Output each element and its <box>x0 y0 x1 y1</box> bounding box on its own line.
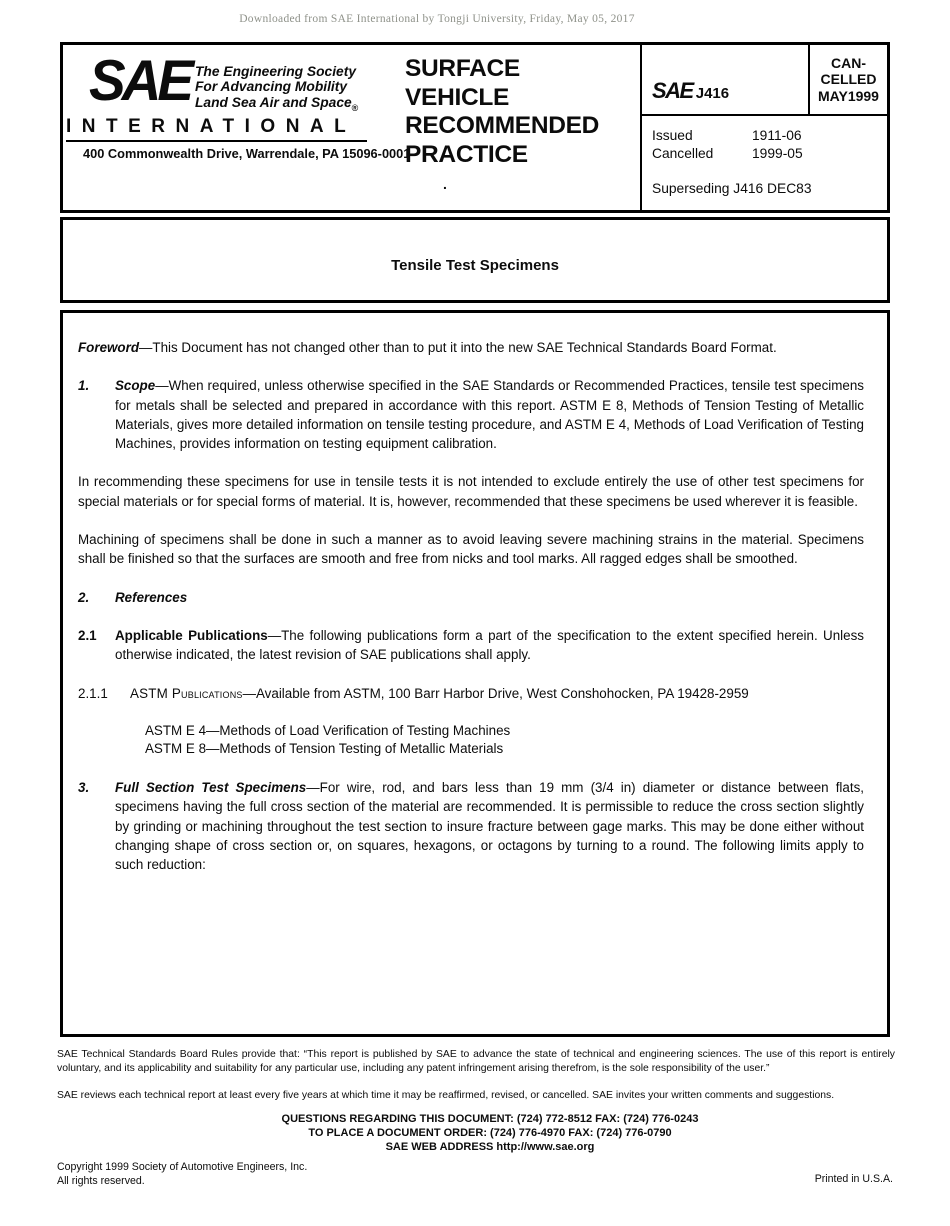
section-1-scope: 1. Scope—When required, unless otherwise specified in the SAE Standards or Recommended Practices, tensile test specimens for metals shall be selected and prepared in accordance with this report. ASTM E 8, Methods of Tension Testing of Metallic Materials, gives more detailed information on tensile testing procedure, and ASTM E 4, Methods of Load Verification of Testing Machines, provides information on testing equipment calibration. <box>78 376 864 453</box>
scan-artifact-dot: . <box>443 176 447 192</box>
document-number: J416 <box>695 85 730 102</box>
sae-logo: SAE <box>89 47 191 113</box>
tagline-line-1: The Engineering Society <box>195 64 356 79</box>
tagline-line-2: For Advancing Mobility <box>195 79 348 95</box>
printed-in-usa-label: Printed in U.S.A. <box>814 1173 893 1185</box>
status-cell: CAN- CELLED MAY1999 <box>810 45 887 116</box>
section-3-full-section-test-specimens: 3. Full Section Test Specimens—For wire, rod, and bars less than 19 mm (3/4 in) diameter or distance between flats, specimens having the full cross section of the material are recommended. It is permissible to reduce the cross section slightly by grinding or machining throughout the test section to insure fracture between gage marks. This may be done either without changing shape of cross section or, on squares, hexagons, or octagons by turning to a round. The following limits apply to such reduction: <box>78 778 864 874</box>
document-type-heading: SURFACE VEHICLE RECOMMENDED PRACTICE <box>405 55 600 168</box>
sae-mark-small: SAE <box>652 78 693 103</box>
section-2-lead: References <box>115 589 188 605</box>
publisher-address: 400 Commonwealth Drive, Warrendale, PA 15096-0001 <box>83 146 411 161</box>
section-3-number: 3. <box>78 780 90 796</box>
logo-divider-rule <box>66 140 367 142</box>
review-policy-notice: SAE reviews each technical report at least every five years at which time it may be reaffirmed, revised, or cancelled. SAE invites your written comments and suggestions. <box>57 1090 835 1101</box>
registered-mark: ® <box>351 102 359 113</box>
international-wordmark: INTERNATIONAL <box>66 116 357 137</box>
issued-label: Issued <box>652 128 693 143</box>
standards-board-rules-notice: SAE Technical Standards Board Rules provide that: “This report is published by SAE to advance the state of technical and engineering sciences. The use of this report is entirely voluntary, and its applicability and suitability for any particular use, including any patent infringement arising therefrom, is the sole responsibility of the user.” <box>57 1049 895 1074</box>
document-title: Tensile Test Specimens <box>391 256 559 274</box>
section-2-1-applicable-publications: 2.1 Applicable Publications—The following publications form a part of the specification to the extent specified herein. Unless otherwise indicated, the latest revision of SAE publications shall apply. <box>78 626 864 665</box>
order-phone-line: TO PLACE A DOCUMENT ORDER: (724) 776-4970 FAX: (724) 776-0790 <box>308 1127 672 1140</box>
foreword-paragraph: Foreword—This Document has not changed other than to put it into the new SAE Technical Standards Board Format. <box>78 340 777 355</box>
section-1-number: 1. <box>78 378 90 394</box>
section-2-1-number: 2.1 <box>78 627 97 643</box>
astm-reference-item: ASTM E 8—Methods of Tension Testing of Metallic Materials <box>145 741 504 757</box>
cancelled-date: 1999-05 <box>752 146 803 161</box>
document-code-cell <box>642 45 810 116</box>
section-2-1-1-number: 2.1.1 <box>78 685 108 701</box>
section-2-1-1-lead: ASTM Publications <box>130 685 243 701</box>
questions-phone-line: QUESTIONS REGARDING THIS DOCUMENT: (724) 772-8512 FAX: (724) 776-0243 <box>281 1113 699 1125</box>
tagline-line-3: Land Sea Air and Space <box>195 94 352 110</box>
copyright-notice: Copyright 1999 Society of Automotive Engineers, Inc. All rights reserved. <box>57 1161 308 1187</box>
web-address-line: SAE WEB ADDRESS http://www.sae.org <box>385 1141 595 1154</box>
revision-meta-cell <box>642 116 887 210</box>
section-2-1-1-astm-publications: 2.1.1 ASTM Publications—Available from ASTM, 100 Barr Harbor Drive, West Conshohocken, PA 19428-2959 <box>78 684 864 703</box>
issued-date: 1911-06 <box>752 128 802 143</box>
download-watermark: Downloaded from SAE International by Tongji University, Friday, May 05, 2017 <box>239 13 635 25</box>
astm-reference-item: ASTM E 4—Methods of Load Verification of Testing Machines <box>145 722 511 738</box>
header-right-panel <box>640 45 887 210</box>
body-box <box>60 310 890 1037</box>
foreword-lead: Foreword <box>78 340 140 355</box>
superseding-note: Superseding J416 DEC83 <box>652 181 812 196</box>
section-2-references <box>78 588 864 607</box>
cancelled-label: Cancelled <box>652 146 714 161</box>
cancelled-row <box>652 145 887 163</box>
header-box <box>60 42 890 213</box>
sae-tagline <box>195 64 358 116</box>
issued-row <box>652 127 887 145</box>
title-box <box>60 217 890 303</box>
section-2-number: 2. <box>78 589 90 605</box>
section-2-1-lead: Applicable Publications <box>115 627 268 643</box>
astm-reference-list <box>145 722 864 759</box>
section-3-lead: Full Section Test Specimens <box>115 780 307 796</box>
section-1-lead: Scope <box>115 378 156 394</box>
contact-block <box>57 1112 923 1155</box>
scope-paragraph-2: In recommending these specimens for use in tensile tests it is not intended to exclude entirely the use of other test specimens for special materials or for special forms of material. It is, however, recommended that these specimens be used wherever it is feasible. <box>78 474 864 509</box>
scope-paragraph-3: Machining of specimens shall be done in such a manner as to avoid leaving severe machining strains in the material. Specimens shall be finished so that the surfaces are smooth and free from nicks and tool marks. All ragged edges shall be smoothed. <box>78 532 864 567</box>
